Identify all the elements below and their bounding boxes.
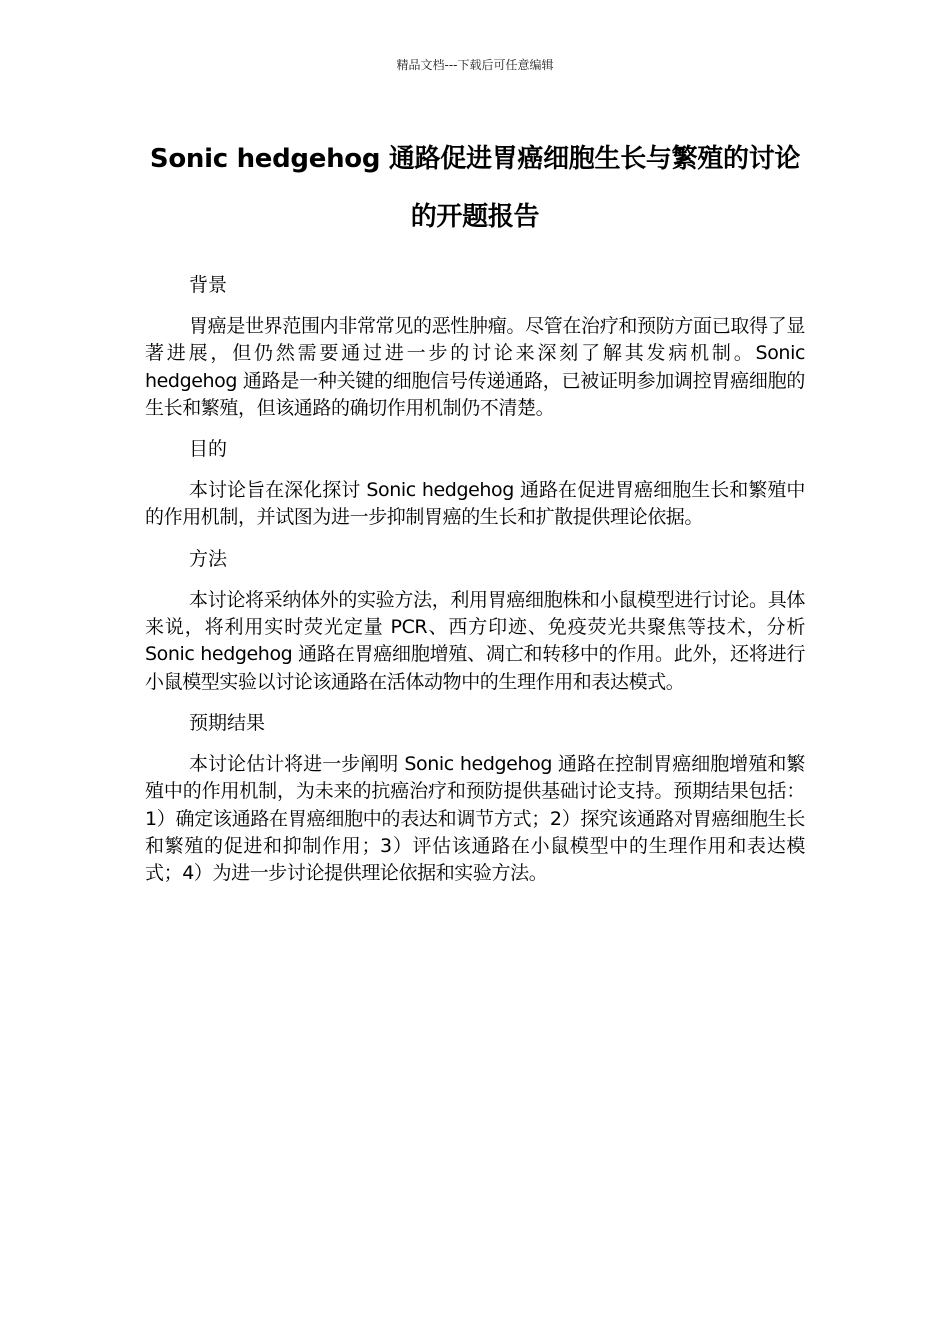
document-body [145,272,805,901]
document-title: Sonic hedgehog 通路促进胃癌细胞生长与繁殖的讨论的开题报告 [149,144,801,232]
section-heading-method: 方法 [189,547,228,570]
section-heading-purpose: 目的 [189,438,228,461]
section-paragraph-purpose: 本讨论旨在深化探讨 Sonic hedgehog 通路在促进胃癌细胞生长和繁殖中的作用机制，并试图为进一步抑制胃癌的生长和扩散提供理论依据。 [145,479,805,529]
section-heading-expected-results: 预期结果 [189,711,266,734]
section-paragraph-background: 胃癌是世界范围内非常常见的恶性肿瘤。尽管在治疗和预防方面已取得了显著进展，但仍然需要通过进一步的讨论来深刻了解其发病机制。Sonic hedgehog 通路是一种关键的细胞信号传递通路，已被证明参加调控胃癌细胞的生长和繁殖，但该通路的确切作用机制仍不清楚。 [145,315,805,419]
section-heading-background: 背景 [189,274,228,296]
header-note: 精品文档---下载后可任意编辑 [396,58,554,72]
section-paragraph-method: 本讨论将采纳体外的实验方法，利用胃癌细胞株和小鼠模型进行讨论。具体来说，将利用实时荧光定量 PCR、西方印迹、免疫荧光共聚焦等技术，分析 Sonic hedgehog 通路在胃癌细胞增殖、凋亡和转移中的作用。此外，还将进行小鼠模型实验以讨论该通路在活体动物中的生理作用和表达模式。 [145,588,805,693]
section-paragraph-expected-results: 本讨论估计将进一步阐明 Sonic hedgehog 通路在控制胃癌细胞增殖和繁殖中的作用机制，为未来的抗癌治疗和预防提供基础讨论支持。预期结果包括：1）确定该通路在胃癌细胞中的表达和调节方式；2）探究该通路对胃癌细胞生长和繁殖的促进和抑制作用；3）评估该通路在小鼠模型中的生理作用和表达模式；4）为进一步讨论提供理论依据和实验方法。 [145,752,805,885]
